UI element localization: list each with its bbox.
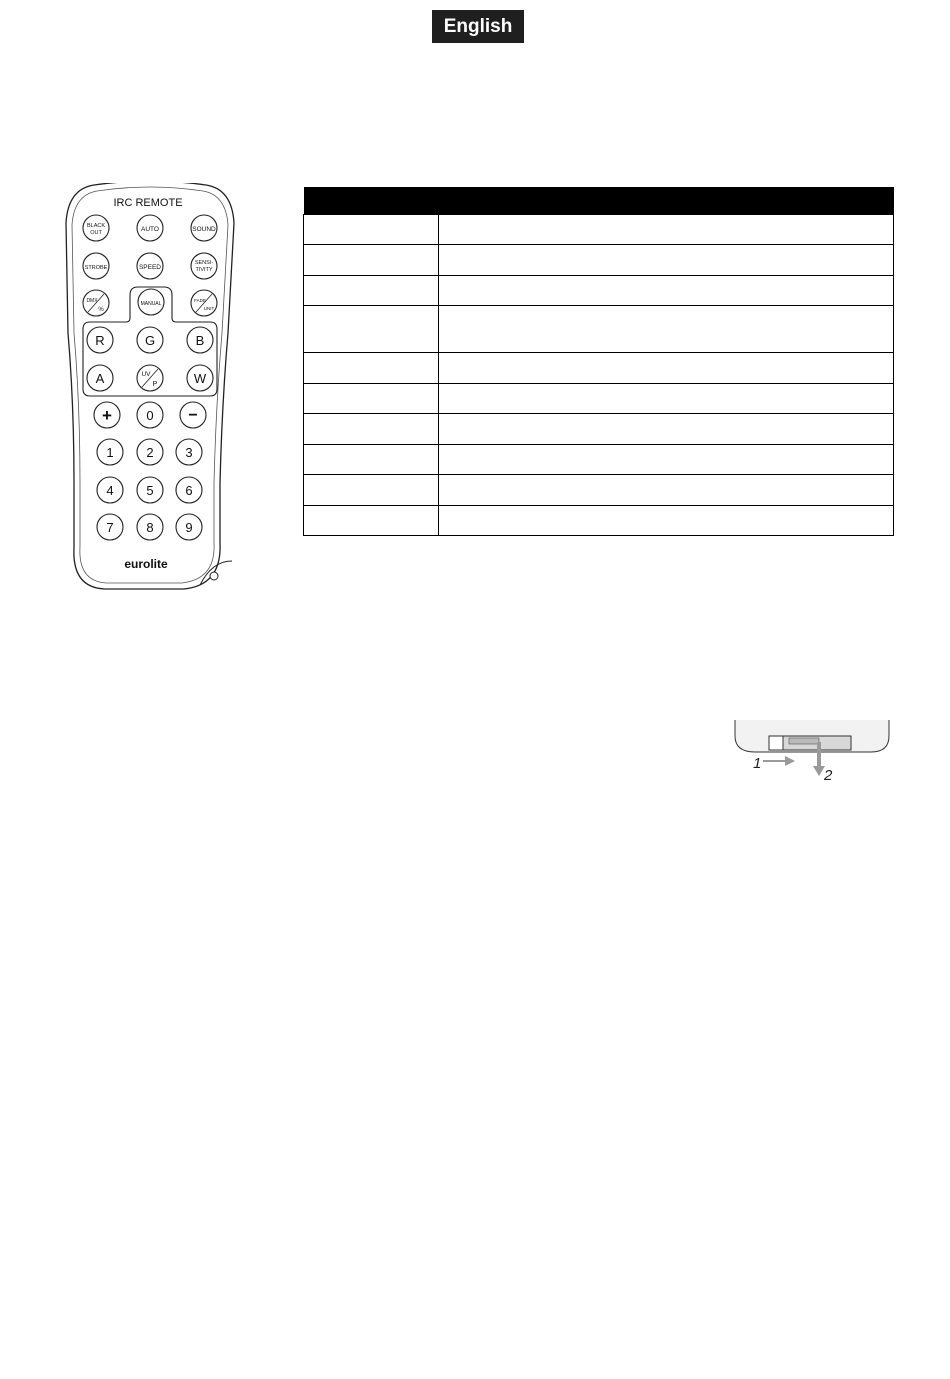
- remote-control-illustration: [64, 183, 236, 593]
- battery-compartment-figure: [733, 718, 893, 788]
- svg-text:3: 3: [185, 445, 193, 460]
- svg-text:AUTO: AUTO: [141, 226, 159, 233]
- one-button: [97, 439, 123, 465]
- svg-text:MANUAL: MANUAL: [140, 301, 162, 307]
- auto-button: [137, 215, 163, 241]
- svg-text:6: 6: [185, 483, 193, 498]
- sound-button: [191, 215, 217, 241]
- minus-button: [180, 402, 206, 428]
- four-button: [97, 477, 123, 503]
- svg-text:OUT: OUT: [90, 230, 102, 236]
- table-row: [304, 276, 894, 306]
- svg-text:SENSI-: SENSI-: [194, 260, 214, 266]
- remote-brand-logo: eurolite: [124, 557, 168, 571]
- svg-text:SPEED: SPEED: [138, 264, 162, 271]
- svg-text:2: 2: [146, 445, 154, 460]
- table-row: [304, 506, 894, 536]
- table-row: [304, 245, 894, 276]
- svg-text:9: 9: [185, 520, 193, 535]
- eight-button: [137, 514, 163, 540]
- svg-text:8: 8: [146, 520, 154, 535]
- svg-text:1: 1: [106, 445, 114, 460]
- svg-text:TIVITY: TIVITY: [195, 267, 213, 273]
- language-badge: English: [432, 10, 524, 43]
- five-button: [137, 477, 163, 503]
- table-row: [304, 215, 894, 245]
- three-button: [176, 439, 202, 465]
- svg-text:BLACK: BLACK: [86, 223, 106, 229]
- strobe-button: [83, 253, 109, 279]
- svg-text:7: 7: [106, 520, 114, 535]
- svg-text:P: P: [152, 381, 158, 388]
- seven-button: [97, 514, 123, 540]
- svg-text:FADE: FADE: [194, 298, 206, 303]
- svg-text:B: B: [195, 333, 205, 348]
- svg-text:DMX: DMX: [86, 298, 98, 304]
- r-button: [87, 327, 113, 353]
- svg-text:R: R: [95, 333, 105, 348]
- lanyard-hole-icon: [210, 572, 218, 580]
- svg-text:STROBE: STROBE: [84, 265, 108, 271]
- svg-text:SOUND: SOUND: [192, 226, 216, 233]
- fade-unit-button: [191, 290, 217, 316]
- table-row: [304, 445, 894, 475]
- a-button: [87, 365, 113, 391]
- g-button: [137, 327, 163, 353]
- table-header-row: [304, 187, 894, 215]
- svg-text:G: G: [144, 333, 156, 348]
- svg-text:0: 0: [146, 408, 154, 423]
- two-button: [137, 439, 163, 465]
- w-button: [187, 365, 213, 391]
- svg-text:W: W: [193, 371, 207, 386]
- svg-text:−: −: [188, 407, 198, 424]
- table-row: [304, 414, 894, 445]
- svg-text:4: 4: [106, 483, 114, 498]
- function-table: [303, 187, 894, 536]
- arrow-right-icon: [763, 756, 795, 766]
- step-1-label: 1: [753, 755, 762, 772]
- sensitivity-button: [191, 253, 217, 279]
- table-row: [304, 384, 894, 414]
- table-row: [304, 306, 894, 353]
- svg-text:+: +: [102, 406, 112, 425]
- svg-text:A: A: [95, 371, 105, 386]
- blackout-button: [83, 215, 109, 241]
- manual-button: [138, 289, 164, 315]
- zero-button: [137, 402, 163, 428]
- dmx-button: [83, 290, 109, 316]
- svg-text:UV: UV: [141, 371, 151, 378]
- remote-title: IRC REMOTE: [113, 197, 183, 209]
- table-row: [304, 475, 894, 506]
- nine-button: [176, 514, 202, 540]
- svg-text:UNIT: UNIT: [203, 306, 215, 311]
- b-button: [187, 327, 213, 353]
- six-button: [176, 477, 202, 503]
- uv-button: [137, 365, 163, 391]
- svg-text:5: 5: [146, 483, 154, 498]
- table-row: [304, 353, 894, 384]
- speed-button: [137, 253, 163, 279]
- step-2-label: 2: [824, 767, 833, 784]
- svg-text:%: %: [98, 307, 104, 313]
- plus-button: [94, 402, 120, 428]
